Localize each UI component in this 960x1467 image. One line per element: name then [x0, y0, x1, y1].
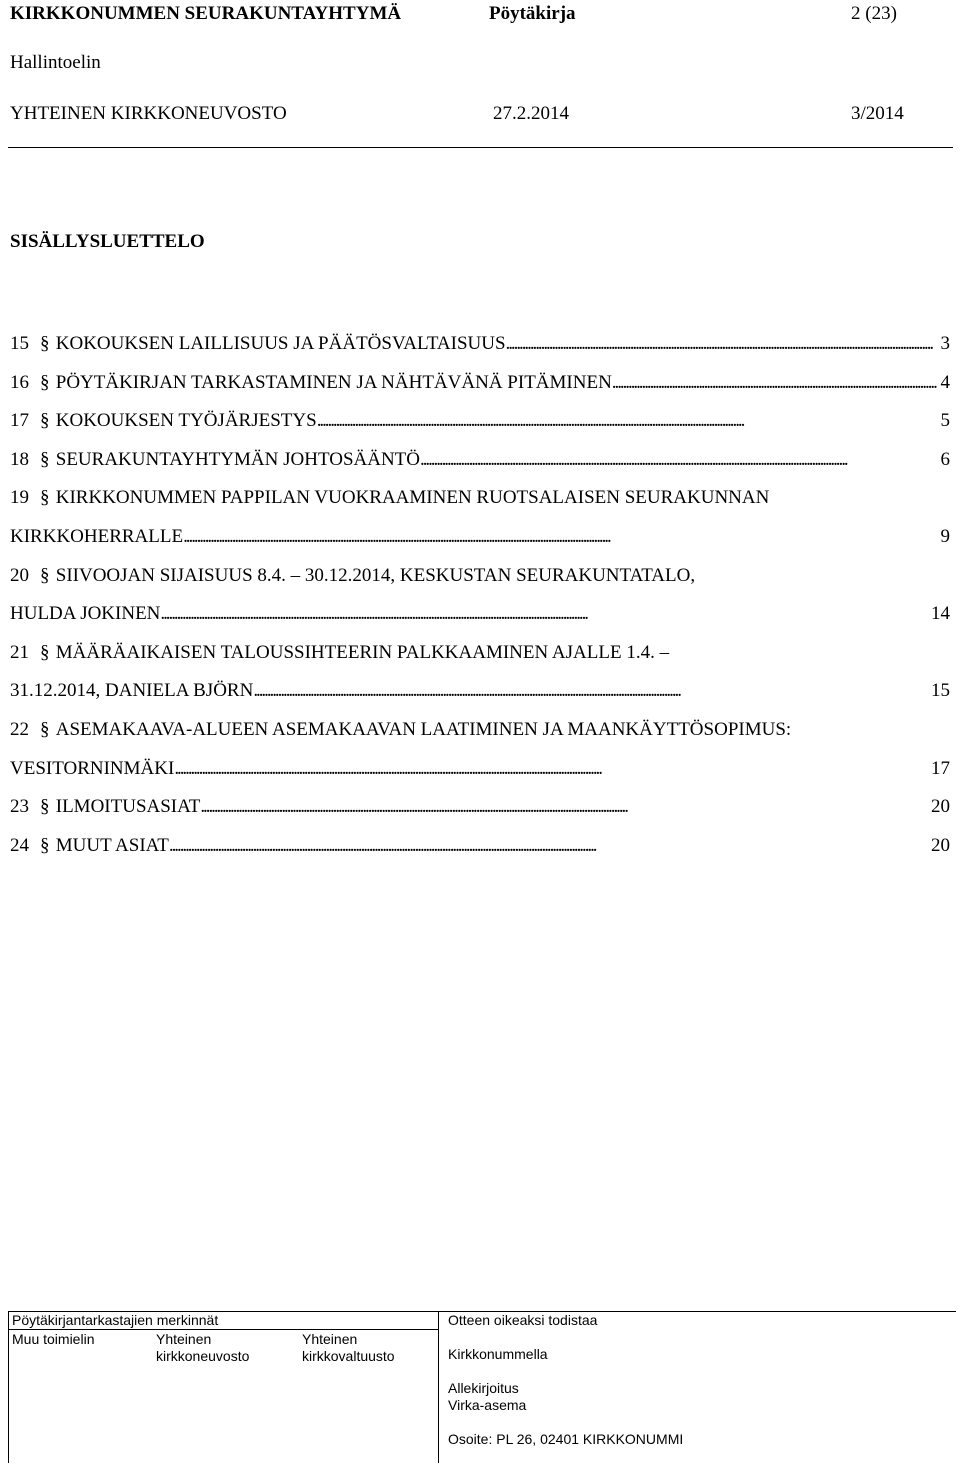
section-sign-icon: §: [40, 796, 50, 818]
section-sign-icon: §: [40, 487, 50, 509]
toc-entry-continuation[interactable]: [10, 603, 950, 642]
toc-entry-title: ILMOITUSASIAT: [55, 796, 201, 818]
section-sign-icon: §: [40, 834, 50, 856]
assembly-label-line2: kirkkovaltuusto: [302, 1348, 395, 1364]
toc-entry-page: 9: [940, 525, 950, 547]
toc-entry-page: 4: [940, 371, 950, 393]
toc-entry-heading[interactable]: [10, 487, 950, 526]
section-sign-icon: §: [40, 641, 50, 663]
toc-entry-heading[interactable]: [10, 642, 950, 681]
toc-entry-heading[interactable]: [10, 719, 950, 758]
toc-entry[interactable]: [10, 410, 950, 449]
toc-entry-continuation[interactable]: [10, 680, 950, 719]
dot-leader: [183, 526, 936, 548]
footer: [8, 1311, 956, 1463]
dot-leader: [317, 410, 937, 432]
dot-leader: [420, 449, 937, 471]
toc-entry-page: 17: [931, 757, 950, 779]
organization-name: KIRKKONUMMEN SEURAKUNTAYHTYMÄ: [10, 3, 402, 24]
dot-leader: [506, 333, 937, 355]
footer-column-divider: [438, 1311, 439, 1463]
toc-entry-heading[interactable]: [10, 565, 950, 604]
toc-entry[interactable]: [10, 796, 950, 835]
toc-entry-title: KIRKKONUMMEN PAPPILAN VUOKRAAMINEN RUOTSALAISEN SEURAKUNNAN: [55, 487, 770, 509]
document-type: Pöytäkirja: [489, 3, 576, 24]
section-sign-icon: §: [40, 333, 50, 354]
dot-leader: [200, 796, 927, 818]
toc-entry-title: KOKOUKSEN TYÖJÄRJESTYS: [55, 410, 317, 432]
dot-leader: [169, 835, 927, 857]
dot-leader: [253, 680, 927, 702]
section-sign-icon: §: [40, 564, 50, 586]
section-sign-icon: §: [40, 410, 50, 432]
toc-entry-number: 18: [10, 448, 29, 470]
signature-label: Allekirjoitus: [448, 1380, 519, 1396]
toc-entry-page: 15: [931, 680, 950, 702]
minutes-number: 3/2014: [851, 103, 904, 124]
toc-entry-title-cont: VESITORNINMÄKI: [10, 757, 175, 779]
marks-title: Pöytäkirjantarkastajien merkinnät: [12, 1312, 219, 1328]
department-label: Hallintoelin: [10, 52, 101, 73]
header-divider: [8, 147, 953, 148]
toc-entry-title: MÄÄRÄAIKAISEN TALOUSSIHTEERIN PALKKAAMINEN AJALLE 1.4. –: [55, 641, 670, 663]
toc-title: SISÄLLYSLUETTELO: [10, 231, 205, 252]
toc-entry-number: 23: [10, 796, 29, 818]
dot-leader: [174, 758, 927, 780]
toc-entry[interactable]: [10, 835, 950, 874]
toc-entry-page: 14: [931, 603, 950, 625]
toc-entry-number: 15: [10, 333, 29, 354]
position-label: Virka-asema: [448, 1397, 527, 1413]
certify-label: Otteen oikeaksi todistaa: [448, 1312, 598, 1328]
toc-entry-continuation[interactable]: [10, 526, 950, 565]
toc-entry-title: KOKOUKSEN LAILLISUUS JA PÄÄTÖSVALTAISUUS: [55, 333, 506, 354]
footer-sub-rule: [8, 1329, 438, 1330]
toc-entry-number: 20: [10, 564, 29, 586]
address-label: Osoite: PL 26, 02401 KIRKKONUMMI: [448, 1431, 684, 1447]
toc-entry-title-cont: HULDA JOKINEN: [10, 603, 161, 625]
toc-entry-title: PÖYTÄKIRJAN TARKASTAMINEN JA NÄHTÄVÄNÄ PITÄMINEN: [55, 371, 612, 393]
toc-entry-number: 22: [10, 718, 29, 740]
meeting-date: 27.2.2014: [493, 103, 569, 124]
page-number: 2 (23): [851, 3, 897, 24]
section-sign-icon: §: [40, 448, 50, 470]
assembly-label-line1: Yhteinen: [302, 1331, 358, 1347]
toc-entry-page: 5: [940, 410, 950, 432]
toc-entry-title-cont: KIRKKOHERRALLE: [10, 525, 184, 547]
council-label-line1: Yhteinen: [156, 1331, 212, 1347]
dot-leader: [160, 603, 927, 625]
toc-entry-number: 19: [10, 487, 29, 509]
toc-entry-number: 17: [10, 410, 29, 432]
toc-entry-number: 21: [10, 641, 29, 663]
toc-entry-title-cont: 31.12.2014, DANIELA BJÖRN: [10, 680, 254, 702]
dot-leader: [612, 372, 937, 394]
toc-entry-number: 16: [10, 371, 29, 393]
governing-body: YHTEINEN KIRKKONEUVOSTO: [10, 103, 287, 124]
place-label: Kirkkonummella: [448, 1346, 548, 1362]
toc-entry-page: 3: [940, 333, 950, 354]
toc-entry-page: 20: [931, 834, 950, 856]
toc-entry-number: 24: [10, 834, 29, 856]
council-label-line2: kirkkoneuvosto: [156, 1348, 250, 1364]
toc-entry[interactable]: [10, 333, 950, 372]
toc-entry[interactable]: [10, 449, 950, 488]
section-sign-icon: §: [40, 371, 50, 393]
toc-entry-continuation[interactable]: [10, 758, 950, 797]
toc-entry[interactable]: [10, 372, 950, 411]
toc-entry-title: SIIVOOJAN SIJAISUUS 8.4. – 30.12.2014, KESKUSTAN SEURAKUNTATALO,: [55, 564, 696, 586]
table-of-contents: [10, 333, 950, 873]
section-sign-icon: §: [40, 718, 50, 740]
footer-left-rule: [8, 1311, 9, 1463]
toc-entry-title: SEURAKUNTAYHTYMÄN JOHTOSÄÄNTÖ: [55, 448, 420, 470]
other-body-label: Muu toimielin: [12, 1331, 95, 1347]
toc-entry-title: MUUT ASIAT: [55, 834, 169, 856]
toc-entry-page: 6: [940, 448, 950, 470]
toc-entry-title: ASEMAKAAVA-ALUEEN ASEMAKAAVAN LAATIMINEN JA MAANKÄYTTÖSOPIMUS:: [55, 718, 792, 740]
toc-entry-page: 20: [931, 796, 950, 818]
